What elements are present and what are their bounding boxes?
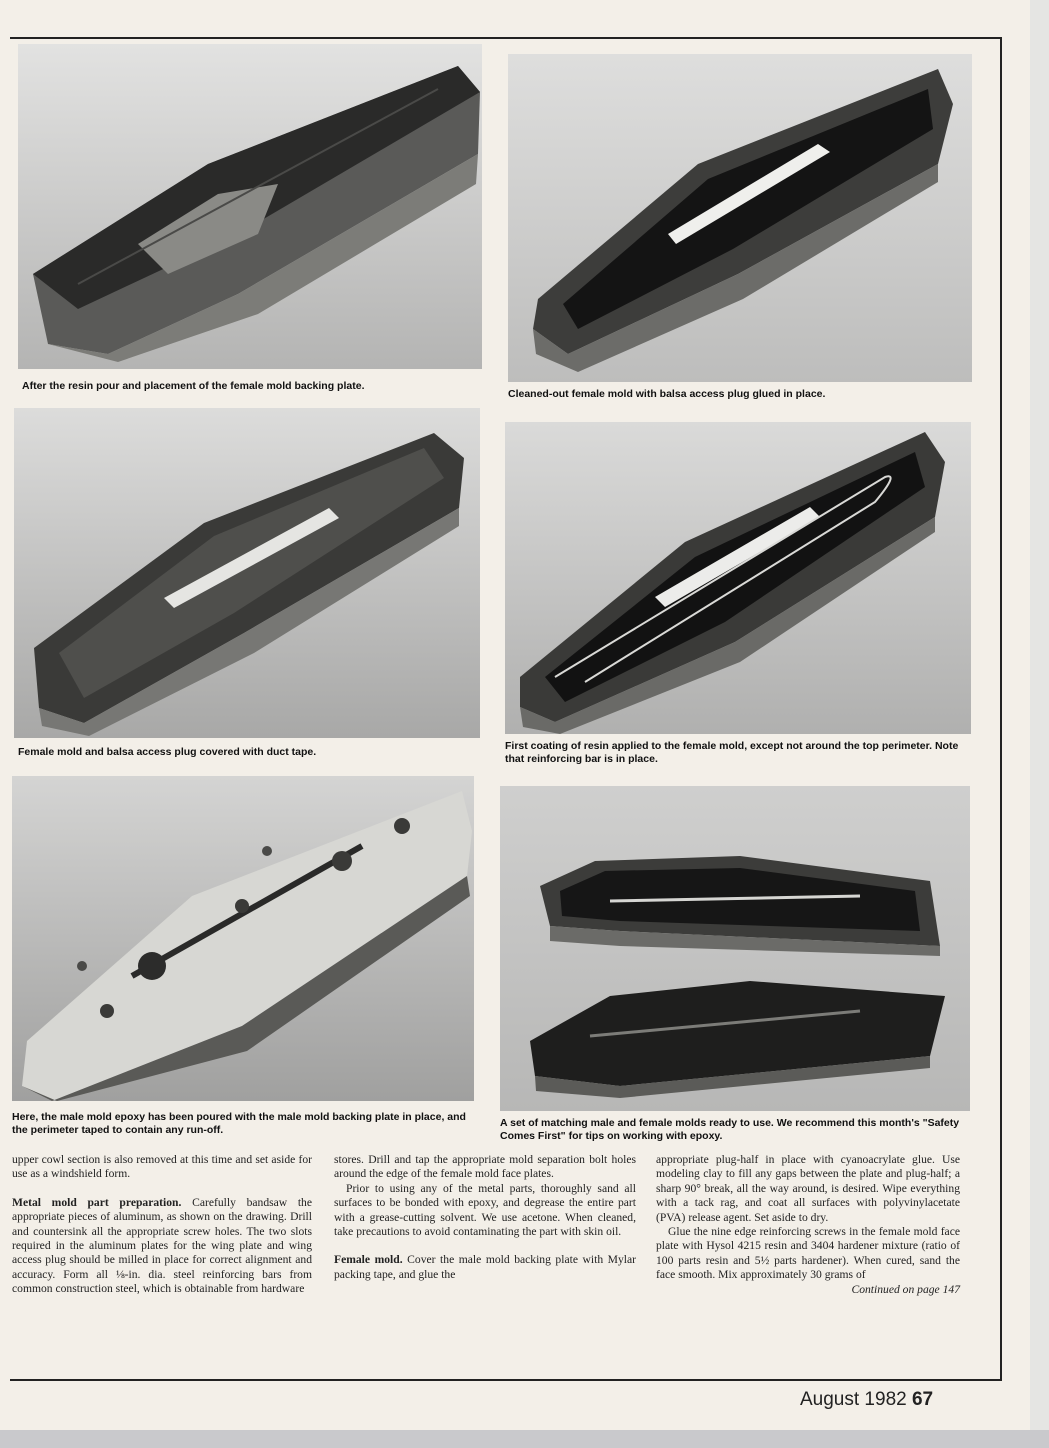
section-heading: Female mold. [334,1253,403,1267]
paragraph: stores. Drill and tap the appropriate mold separation bolt holes around the edge of the female mold face plates. [334,1153,636,1181]
text-column-1 [12,1153,312,1297]
paragraph-body: Carefully bandsaw the appropriate pieces of aluminum, as shown on the drawing. Drill and countersink all the appropriate screw holes. The two slots required in the aluminum plates for the wing plate and wing access plug should be milled in place for correct alignment and accuracy. Form all ⅛-in. dia. steel reinforcing bars from common construction steel, which is obtainable from hardware [12,1195,313,1296]
paragraph: appropriate plug-half in place with cyanoacrylate glue. Use modeling clay to fill any gaps between the plate and plug-half; a sharp 90° break, all the way around, is desired. Wipe everything with a tack rag, and coat all surfaces with polyvinylacetate (PVA) release agent. Set aside to dry. [656,1153,960,1224]
text-column-2 [334,1153,636,1282]
photo-duct-tape [14,408,480,738]
photo-male-mold [12,776,474,1101]
issue-date: August 1982 [800,1389,907,1410]
paragraph: Glue the nine edge reinforcing screws in the female mold face plate with Hysol 4215 resin and 3404 hardener mixture (ratio of 100 parts resin and 5½ parts hardener). When cured, sand the face smooth. Mix approximately 30 grams of [656,1225,960,1282]
page-edge [1030,0,1049,1448]
scan-strip [0,1430,1049,1448]
caption-matching-molds: A set of matching male and female molds ready to use. We recommend this month's "Safety Comes First" for tips on working with epoxy. [500,1117,960,1142]
paragraph-body: Cover the male mold backing plate with Mylar packing tape, and glue the [334,1253,636,1281]
photo-cleaned-mold [508,54,972,382]
paragraph: upper cowl section is also removed at this time and set aside for use as a windshield form. [12,1153,312,1181]
text-column-3 [656,1153,960,1297]
photo-resin-pour [18,44,482,369]
caption-male-mold: Here, the male mold epoxy has been poured with the male mold backing plate in place, and the perimeter taped to contain any run-off. [12,1111,466,1136]
photo-first-coating [505,422,971,734]
caption-first-coating: First coating of resin applied to the female mold, except not around the top perimeter. Note that reinforcing bar is in place. [505,740,959,765]
page-folio [800,1389,933,1411]
continued-note: Continued on page 147 [851,1282,960,1296]
caption-cleaned-mold: Cleaned-out female mold with balsa access plug glued in place. [508,388,826,400]
caption-duct-tape: Female mold and balsa access plug covered with duct tape. [18,746,317,758]
paragraph: Prior to using any of the metal parts, thoroughly sand all surfaces to be bonded with epoxy, and degrease the entire part with a grease-cutting solvent. We use acetone. When cleaned, take precautions to avoid contaminating the part with skin oil. [334,1181,636,1239]
caption-resin-pour: After the resin pour and placement of the female mold backing plate. [22,380,365,392]
section-heading: Metal mold part preparation. [12,1195,182,1209]
paragraph [12,1196,312,1297]
photo-matching-molds [500,786,970,1111]
page-number: 67 [911,1389,934,1410]
paragraph [334,1253,636,1282]
